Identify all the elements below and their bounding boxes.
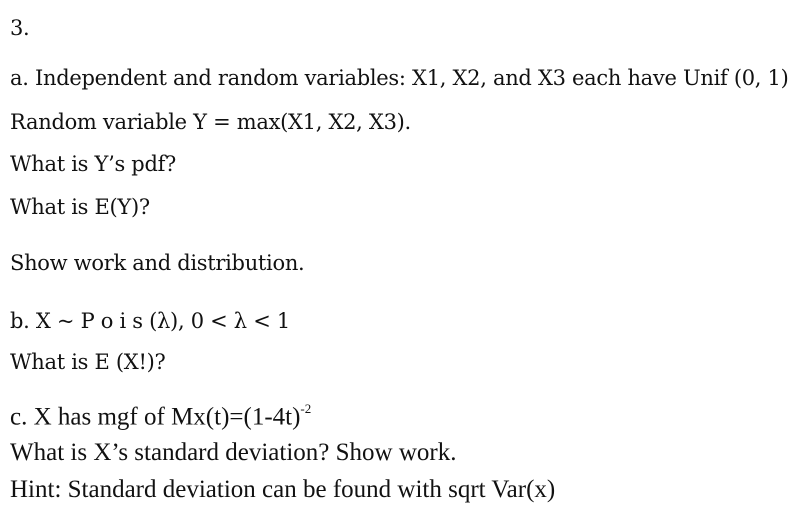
part-a-line-2: Random variable Y = max(X1, X2, X3). [10,110,411,134]
part-c-line-2: What is X’s standard deviation? Show work. [10,439,457,466]
part-c-line-3: Hint: Standard deviation can be found with sqrt Var(x) [10,476,556,503]
part-a-line-1: a. Independent and random variables: X1, X2, and X3 each have Unif (0, 1) [10,66,789,90]
part-b-line-1: b. X ~ P o i s (λ), 0 < λ < 1 [10,309,290,333]
part-a-line-4: What is E(Y)? [10,195,150,219]
part-b-line-2: What is E (X!)? [10,350,166,374]
part-a-line-3: What is Y’s pdf? [10,152,177,176]
part-c-line-1 [10,401,312,431]
part-a-line-5: Show work and distribution. [10,251,305,275]
part-c-line-1-text: c. X has mgf of Mx(t)=(1-4t) [10,403,301,431]
part-c-exponent: -2 [300,401,312,416]
problem-number: 3. [10,16,30,40]
